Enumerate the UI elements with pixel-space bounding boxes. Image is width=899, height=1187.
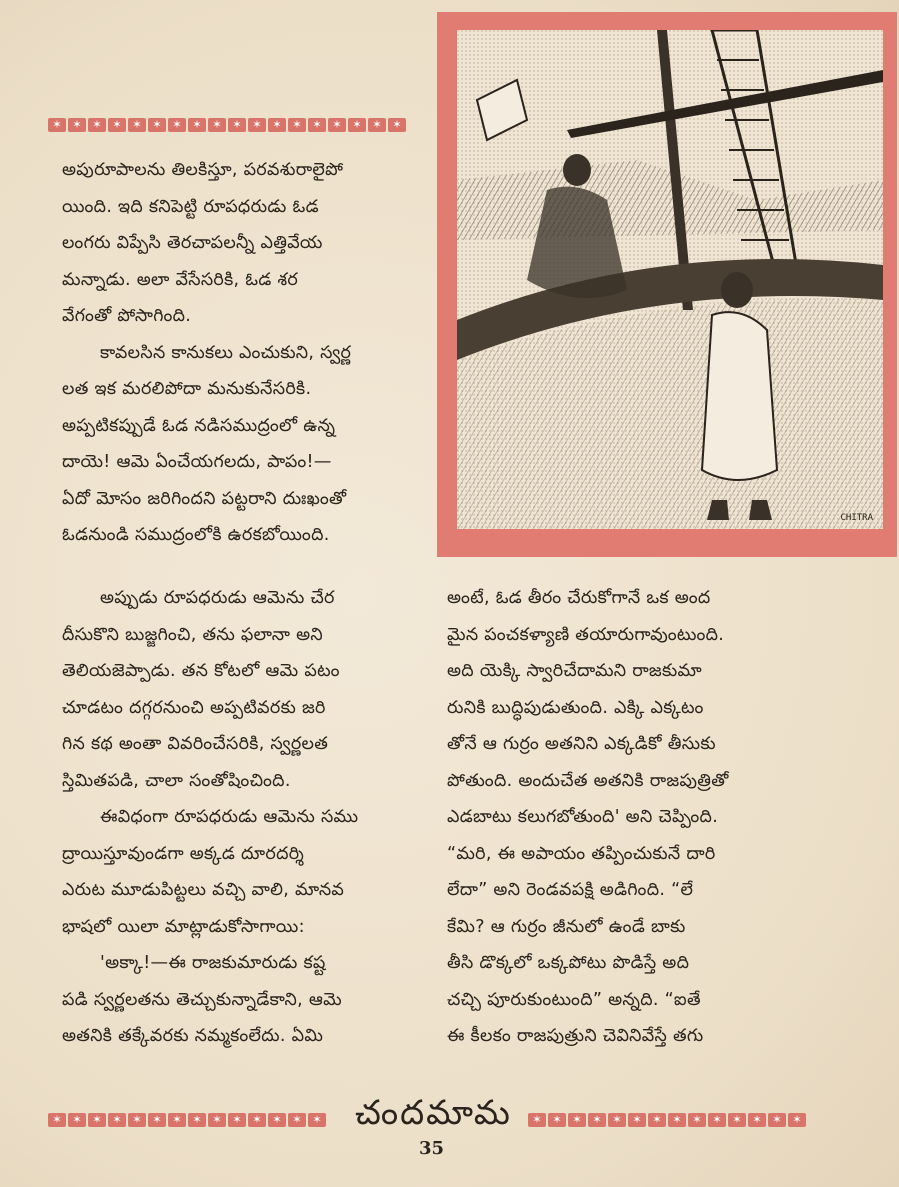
ornament-star-icon: ✶ — [628, 1113, 646, 1127]
text-line: వేగంతో పోసాగింది. — [62, 306, 192, 326]
ornament-star-icon: ✶ — [688, 1113, 706, 1127]
text-line: తెలియజెప్పాడు. తన కోటలో ఆమె పటం — [62, 661, 340, 681]
text-line: అది యెక్కి స్వారిచేదామని రాజకుమా — [447, 661, 702, 681]
text-line: అతనికి తక్కేవరకు నమ్మకంలేదు. ఏమి — [62, 1026, 324, 1046]
ornament-star-icon: ✶ — [248, 1113, 266, 1127]
text-line: పడి స్వర్ణలతను తెచ్చుకున్నాడేకాని, ఆమె — [62, 989, 342, 1010]
text-line: లత ఇక మరలిపోదా మనుకునేసరికి. — [62, 379, 312, 399]
text-line: ఓడనుండి సముద్రంలోకి ఉరకబోయింది. — [62, 525, 330, 545]
ornament-star-icon: ✶ — [728, 1113, 746, 1127]
ornament-star-icon: ✶ — [128, 118, 146, 132]
ornament-star-icon: ✶ — [108, 1113, 126, 1127]
text-line: ఎరుట మూడుపిట్టలు వచ్చి వాలి, మానవ — [62, 880, 345, 900]
illustration-frame — [437, 12, 897, 557]
ornament-star-icon: ✶ — [308, 118, 326, 132]
text-line: లంగరు విప్పేసి తెరచాపలన్నీ ఎత్తివేయ — [62, 233, 323, 253]
text-line: అంటే, ఓడ తీరం చేరుకోగానే ఒక అంద — [447, 588, 711, 608]
ornament-star-icon: ✶ — [648, 1113, 666, 1127]
ornament-star-icon: ✶ — [148, 1113, 166, 1127]
ornament-star-icon: ✶ — [368, 118, 386, 132]
ship-scene-drawing — [457, 30, 883, 529]
ornament-star-icon: ✶ — [288, 1113, 306, 1127]
text-line: తోనే ఆ గుర్రం అతనిని ఎక్కడికో తీసుకు — [447, 734, 716, 754]
text-line: చూడటం దగ్గరనుంచి అప్పటివరకు జరి — [62, 697, 326, 718]
text-line: “మరి, ఈ అపాయం తప్పించుకునే దారి — [447, 843, 716, 864]
ornament-star-icon: ✶ — [208, 1113, 226, 1127]
ornament-star-icon: ✶ — [48, 118, 66, 132]
ornament-star-icon: ✶ — [308, 1113, 326, 1127]
text-line: దీసుకొని బుజ్జగించి, తను ఫలానా అని — [62, 624, 323, 645]
left-column-bottom — [62, 580, 434, 1055]
text-line: కావలసిన కానుకలు ఎంచుకుని, స్వర్ణ — [100, 342, 352, 363]
ornament-star-icon: ✶ — [88, 118, 106, 132]
decorative-border-top — [48, 115, 416, 135]
decorative-border-bottom-right — [528, 1110, 806, 1130]
ornament-star-icon: ✶ — [148, 118, 166, 132]
text-line: అప్పటికప్పుడే ఓడ నడిసముద్రంలో ఉన్న — [62, 415, 336, 436]
text-line: చచ్చి పూరుకుంటుంది” అన్నది. “ఐతే — [447, 989, 701, 1010]
ornament-star-icon: ✶ — [268, 1113, 286, 1127]
left-column-top — [62, 152, 434, 554]
text-line: ఏదో మోసం జరిగిందని పట్టరాని దుఃఖంతో — [62, 488, 347, 509]
text-line: రునికి బుద్ధిపుడుతుంది. ఎక్కి ఎక్కటం — [447, 697, 704, 718]
text-line: ద్రాయిస్తూవుండగా అక్కడ దూరదర్శి — [62, 843, 305, 864]
page-number: 35 — [419, 1138, 445, 1159]
ornament-star-icon: ✶ — [568, 1113, 586, 1127]
artist-signature: CHITRA — [840, 513, 873, 523]
text-line: ఎడబాటు కలుగబోతుంది' అని చెప్పింది. — [447, 807, 719, 827]
ornament-star-icon: ✶ — [168, 1113, 186, 1127]
text-line: దాయె! ఆమె ఏంచేయగలదు, పాపం!— — [62, 452, 332, 472]
text-line: అపురూపాలను తిలకిస్తూ, పరవశురాలైపో — [62, 160, 344, 180]
ornament-star-icon: ✶ — [668, 1113, 686, 1127]
ornament-star-icon: ✶ — [88, 1113, 106, 1127]
ornament-star-icon: ✶ — [208, 118, 226, 132]
text-line: కేమి? ఆ గుర్రం జీనులో ఉండే బాకు — [447, 916, 686, 937]
text-line: భాషలో యిలా మాట్లాడుకోసాగాయి: — [62, 916, 305, 937]
ornament-star-icon: ✶ — [388, 118, 406, 132]
text-line: ఈవిధంగా రూపధరుడు ఆమెను సము — [100, 807, 359, 827]
decorative-border-bottom-left — [48, 1110, 340, 1130]
ornament-star-icon: ✶ — [748, 1113, 766, 1127]
ornament-star-icon: ✶ — [228, 118, 246, 132]
ship-illustration — [457, 30, 883, 529]
text-line: 'అక్కా!—ఈ రాజకుమారుడు కష్ట — [100, 953, 326, 973]
ornament-star-icon: ✶ — [128, 1113, 146, 1127]
ornament-star-icon: ✶ — [528, 1113, 546, 1127]
ornament-star-icon: ✶ — [548, 1113, 566, 1127]
ornament-star-icon: ✶ — [288, 118, 306, 132]
ornament-star-icon: ✶ — [188, 1113, 206, 1127]
ornament-star-icon: ✶ — [348, 118, 366, 132]
text-line: ఈ కీలకం రాజపుత్రుని చెవినివేస్తే తగు — [447, 1026, 704, 1046]
text-line: యింది. ఇది కనిపెట్టి రూపధరుడు ఓడ — [62, 196, 319, 217]
text-line: మైన పంచకళ్యాణి తయారుగావుంటుంది. — [447, 624, 725, 645]
right-column — [447, 580, 832, 1055]
text-line: లేదా” అని రెండవపక్షి అడిగింది. “లే — [447, 880, 694, 900]
text-line: మన్నాడు. అలా వేసేసరికి, ఓడ శర — [62, 269, 299, 290]
text-line: గిన కథ అంతా వివరించేసరికి, స్వర్ణలత — [62, 734, 329, 754]
ornament-star-icon: ✶ — [68, 118, 86, 132]
text-line: తీసి డొక్కలో ఒక్కపోటు పొడిస్తే అది — [447, 953, 690, 973]
ornament-star-icon: ✶ — [768, 1113, 786, 1127]
masthead-title: చందమామ — [355, 1093, 512, 1133]
ornament-star-icon: ✶ — [108, 118, 126, 132]
text-line: పోతుంది. అందుచేత అతనికి రాజపుత్రితో — [447, 770, 729, 791]
text-line: అప్పుడు రూపధరుడు ఆమెను చేర — [100, 588, 335, 608]
ornament-star-icon: ✶ — [48, 1113, 66, 1127]
ornament-star-icon: ✶ — [168, 118, 186, 132]
ornament-star-icon: ✶ — [608, 1113, 626, 1127]
ornament-star-icon: ✶ — [228, 1113, 246, 1127]
ornament-star-icon: ✶ — [68, 1113, 86, 1127]
text-line: స్తిమితపడి, చాలా సంతోషించింది. — [62, 770, 291, 791]
ornament-star-icon: ✶ — [248, 118, 266, 132]
ornament-star-icon: ✶ — [268, 118, 286, 132]
ornament-star-icon: ✶ — [788, 1113, 806, 1127]
ornament-star-icon: ✶ — [588, 1113, 606, 1127]
ornament-star-icon: ✶ — [328, 118, 346, 132]
ornament-star-icon: ✶ — [188, 118, 206, 132]
ornament-star-icon: ✶ — [708, 1113, 726, 1127]
